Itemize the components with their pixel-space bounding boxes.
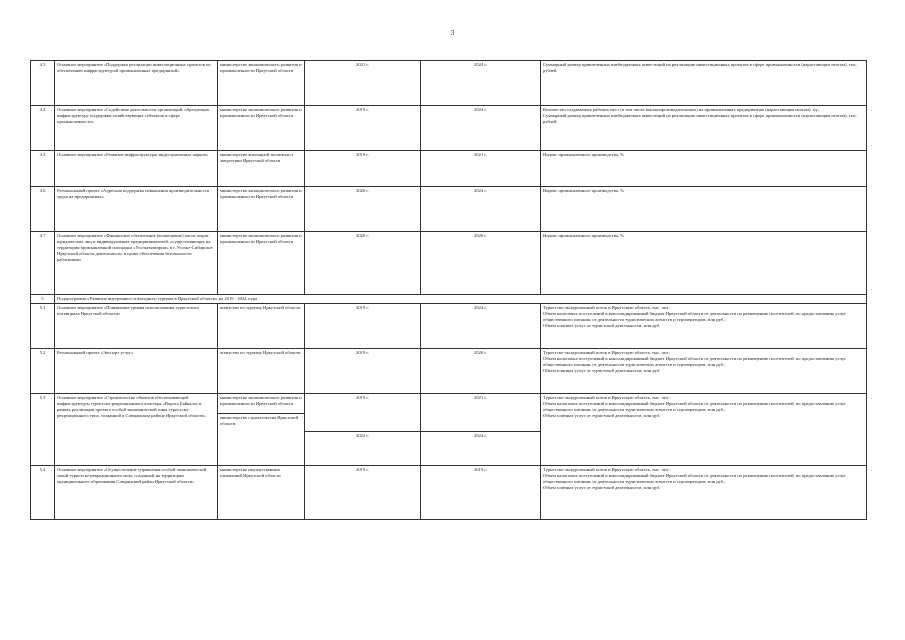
end-year xyxy=(421,349,541,394)
start-year xyxy=(305,106,421,151)
row-number: 5.4 xyxy=(31,466,55,520)
executor xyxy=(218,304,305,349)
indicator-line: Объем налоговых поступлений в консолидированный бюджет Иркутской области от деятельности по размещению посетителей, по предоставлению услуг общественного питания, от деятельности туристических агентств и туроператоров, млн руб.; xyxy=(543,473,847,484)
indicator-line: Объем налоговых поступлений в консолидированный бюджет Иркутской области от деятельности по размещению посетителей, по предоставлению услуг общественного питания, от деятельности туристических агентств и туроператоров, млн руб.; xyxy=(543,311,847,322)
indicator-line: Туристско-экскурсионный поток в Иркутскую область, тыс. чел.; xyxy=(543,467,671,472)
end-value: 2021 г. xyxy=(474,152,487,157)
start-value: 2020 г. xyxy=(356,188,369,193)
measure-title: Региональный проект «Экспорт услуг» xyxy=(55,349,218,394)
end-year xyxy=(421,232,541,295)
indicator-line: Суммарный размер привлеченных внебюджетных инвестиций на реализацию инвестиционных проектов в сфере промышленности (нарастающим итогом), тыс. рублей xyxy=(543,62,858,73)
measure-title: Основное мероприятие «Осуществление управления особой экономической зоной туристско-рекреационного типа, созданной на территории муниципального образования Слюдянский район Иркутской области» xyxy=(55,466,218,520)
start-value: 2021 г. xyxy=(356,62,369,67)
page-number: 3 xyxy=(450,29,455,37)
end-value: 2024 г. xyxy=(474,305,487,310)
end-value-2: 2024 г. xyxy=(421,431,540,439)
indicators xyxy=(541,151,867,187)
row-number: 4.4 xyxy=(31,106,55,151)
end-year xyxy=(421,466,541,520)
start-year xyxy=(305,349,421,394)
indicator-line: Объем налоговых поступлений в консолидированный бюджет Иркутской области от деятельности по размещению посетителей, по предоставлению услуг общественного питания, от деятельности туристических агентств и туроператоров, млн руб.; xyxy=(543,356,847,367)
executor-value: агентство по туризму Иркутской области xyxy=(220,305,301,310)
measure-title: Основное мероприятие «Финансовое обеспечение (возмещение) части затрат юридических лиц и индивидуальных предпринимателей, осуществляющих на территории промышленной площадки «Усольехимпром» в г. Усолье-Сибирское Иркутской области деятельность, в целях обеспечения безопасности работников» xyxy=(55,232,218,295)
measure-title: Основное мероприятие «Строительство объектов обеспечивающей инфраструктуры туристско-рекреационного кластера «Ворота Байкала» в рамках реализации проекта особой экономической зоны туристско-рекреационного типа, созданной в Слюдянском районе Иркутской области» xyxy=(55,394,218,466)
end-year xyxy=(421,61,541,106)
start-value-2: 2022 г. xyxy=(305,431,420,439)
end-value: 2024 г. xyxy=(474,62,487,67)
executor-value: министерство экономического развития и промышленности Иркутской области xyxy=(220,62,302,73)
indicators xyxy=(541,349,867,394)
table-row xyxy=(31,61,867,106)
executor-value-2: министерство строительства Иркутской области xyxy=(218,413,304,427)
measure-title: Основное мероприятие «Поддержка реализации инвестиционных проектов по обеспечению инфраструктурой промышленных предприятий» xyxy=(55,61,218,106)
start-year xyxy=(305,304,421,349)
indicators xyxy=(541,106,867,151)
indicators xyxy=(541,304,867,349)
row-number: 5.1 xyxy=(31,304,55,349)
executor-value: министерство экономического развития и промышленности Иркутской области xyxy=(220,395,302,406)
row-number: 5.3 xyxy=(31,394,55,466)
indicator-line: Объем платных услуг от туристской деятельности, млн руб. xyxy=(543,485,661,490)
end-year xyxy=(421,151,541,187)
executor-value: агентство по туризму Иркутской области xyxy=(220,350,301,355)
start-year xyxy=(305,394,421,466)
subprogram-title: Подпрограмма «Развитие внутреннего и въездного туризма в Иркутской области» на 2019 - 2024 годы xyxy=(55,295,867,304)
measure-title: Основное мероприятие «Содействие деятельности организаций, образующих инфраструктуру поддержки хозяйствующих субъектов в сфере промышленности» xyxy=(55,106,218,151)
measure-title: Основное мероприятие «Повышение уровня использования туристского потенциала Иркутской области» xyxy=(55,304,218,349)
start-year xyxy=(305,466,421,520)
indicators xyxy=(541,232,867,295)
executor xyxy=(218,187,305,232)
start-year xyxy=(305,61,421,106)
indicator-line: Туристско-экскурсионный поток в Иркутскую область, тыс. чел.; xyxy=(543,350,671,355)
row-number: 4.7 xyxy=(31,232,55,295)
start-year xyxy=(305,232,421,295)
table-row xyxy=(31,232,867,295)
executor xyxy=(218,106,305,151)
end-value: 2024 г. xyxy=(474,107,487,112)
indicators xyxy=(541,187,867,232)
start-value: 2019 г. xyxy=(356,467,369,472)
start-value: 2020 г. xyxy=(356,233,369,238)
subprogram-row xyxy=(31,295,867,304)
start-value: 2019 г. xyxy=(356,152,369,157)
indicator-line: Количество создаваемых рабочих мест (в том числе высокопроизводительных) на промышленных предприятиях (нарастающим итогом), ед.; xyxy=(543,107,820,112)
executor xyxy=(218,151,305,187)
end-value: 2020 г. xyxy=(474,350,487,355)
start-year xyxy=(305,187,421,232)
indicator-line: Суммарный размер привлеченных внебюджетных инвестиций на реализацию инвестиционных проектов в сфере промышленности (нарастающим итогом), тыс. рублей xyxy=(543,113,858,124)
indicator-line: Индекс промышленного производства, % xyxy=(543,233,624,238)
end-year xyxy=(421,304,541,349)
end-value: 2024 г. xyxy=(474,188,487,193)
indicators xyxy=(541,466,867,520)
table-row xyxy=(31,106,867,151)
end-value: 2020 г. xyxy=(474,233,487,238)
row-number: 4.3 xyxy=(31,61,55,106)
indicators xyxy=(541,394,867,466)
indicator-line: Объем налоговых поступлений в консолидированный бюджет Иркутской области от деятельности по размещению посетителей, по предоставлению услуг общественного питания, от деятельности туристических агентств и туроператоров, млн руб.; xyxy=(543,401,847,412)
executor-value: министерство экономического развития и промышленности Иркутской области xyxy=(220,107,302,118)
start-value: 2019 г. xyxy=(356,107,369,112)
table-row xyxy=(31,349,867,394)
executor xyxy=(218,349,305,394)
indicator-line: Объем платных услуг от туристской деятельности, млн руб. xyxy=(543,413,661,418)
executor-value: министерство экономического развития и промышленности Иркутской области xyxy=(220,233,302,244)
table-row xyxy=(31,466,867,520)
end-year xyxy=(421,394,541,466)
start-value: 2019 г. xyxy=(356,350,369,355)
executor-value: министерство жилищной политики и энергетики Иркутской области xyxy=(220,152,293,163)
table-row xyxy=(31,394,867,466)
executor xyxy=(218,394,305,466)
indicators xyxy=(541,61,867,106)
start-year xyxy=(305,151,421,187)
indicator-line: Объем платных услуг от туристской деятельности, млн руб. xyxy=(543,368,661,373)
end-value: 2021 г. xyxy=(474,395,487,400)
executor xyxy=(218,466,305,520)
table-row xyxy=(31,151,867,187)
end-year xyxy=(421,187,541,232)
executor xyxy=(218,61,305,106)
table-row xyxy=(31,187,867,232)
row-number: 5 xyxy=(31,295,55,304)
end-year xyxy=(421,106,541,151)
row-number: 5.2 xyxy=(31,349,55,394)
table-row xyxy=(31,304,867,349)
measure-title: Основное мероприятие «Развитие инфраструктуры индустриальных парков» xyxy=(55,151,218,187)
measure-title: Региональный проект «Адресная поддержка повышения производительности труда на предприятиях» xyxy=(55,187,218,232)
program-measures-table xyxy=(30,60,867,520)
indicator-line: Туристско-экскурсионный поток в Иркутскую область, тыс. чел.; xyxy=(543,305,671,310)
indicator-line: Индекс промышленного производства, % xyxy=(543,188,624,193)
executor-value: министерство экономического развития и промышленности Иркутской области xyxy=(220,188,302,199)
end-value: 2019 г. xyxy=(474,467,487,472)
row-number: 4.6 xyxy=(31,187,55,232)
indicator-line: Индекс промышленного производства, % xyxy=(543,152,624,157)
indicator-line: Туристско-экскурсионный поток в Иркутскую область, тыс. чел.; xyxy=(543,395,671,400)
start-value: 2019 г. xyxy=(356,395,369,400)
executor-value: министерство имущественных отношений Иркутской области xyxy=(220,467,281,478)
row-number: 4.5 xyxy=(31,151,55,187)
indicator-line: Объем платных услуг от туристской деятельности, млн руб. xyxy=(543,323,661,328)
executor xyxy=(218,232,305,295)
start-value: 2019 г. xyxy=(356,305,369,310)
